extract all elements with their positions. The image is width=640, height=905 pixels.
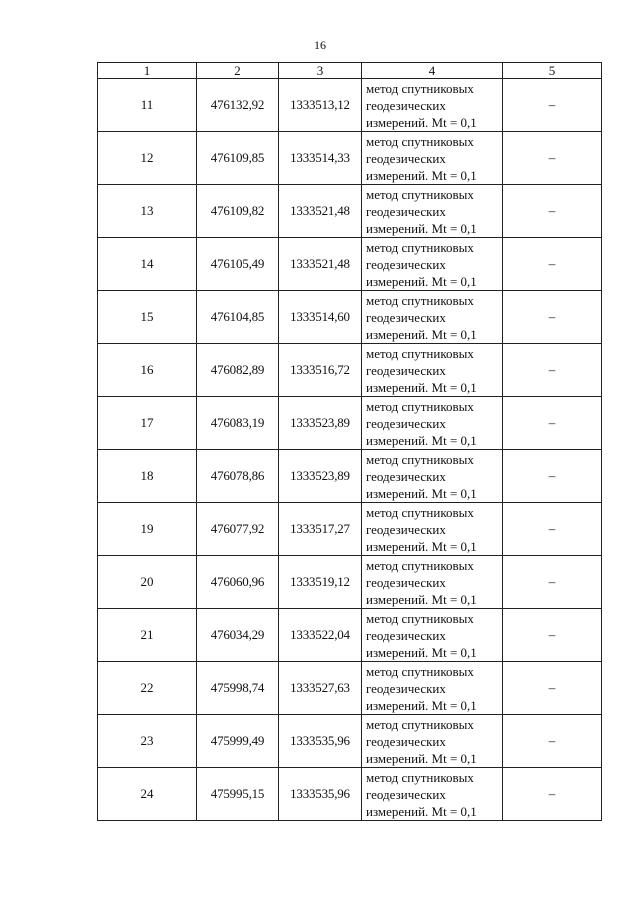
point-number-cell-text: 23	[140, 733, 154, 748]
x-coordinate-cell	[197, 715, 279, 768]
point-number-cell-text: 15	[140, 309, 154, 324]
note-cell-text: –	[548, 733, 556, 748]
note-cell-text: –	[548, 468, 556, 483]
method-cell	[362, 556, 503, 609]
note-cell-text: –	[548, 680, 556, 695]
column-header-4: 4	[362, 63, 503, 79]
x-coordinate-cell-text: 476132,92	[210, 97, 265, 112]
coordinates-table	[97, 62, 602, 821]
method-cell	[362, 609, 503, 662]
method-cell	[362, 344, 503, 397]
note-cell-text: –	[548, 521, 556, 536]
table-row	[98, 768, 602, 821]
table-row	[98, 185, 602, 238]
y-coordinate-cell	[279, 503, 362, 556]
x-coordinate-cell-text: 476105,49	[210, 256, 265, 271]
x-coordinate-cell-text: 475995,15	[210, 786, 265, 801]
note-cell-text: –	[548, 786, 556, 801]
note-cell-text: –	[548, 309, 556, 324]
method-cell	[362, 715, 503, 768]
method-cell-text: метод спутниковых геодезических измерений. Mt = 0,1	[366, 504, 477, 554]
method-cell-text: метод спутниковых геодезических измерений. Mt = 0,1	[366, 345, 477, 395]
y-coordinate-cell-text: 1333523,89	[290, 415, 350, 430]
method-cell-text: метод спутниковых геодезических измерений. Mt = 0,1	[366, 610, 477, 660]
y-coordinate-cell	[279, 79, 362, 132]
point-number-cell	[98, 503, 197, 556]
point-number-cell	[98, 715, 197, 768]
x-coordinate-cell	[197, 291, 279, 344]
column-header-2: 2	[197, 63, 279, 79]
note-cell-text: –	[548, 415, 556, 430]
point-number-cell-text: 20	[140, 574, 154, 589]
y-coordinate-cell-text: 1333519,12	[290, 574, 350, 589]
y-coordinate-cell-text: 1333513,12	[290, 97, 350, 112]
x-coordinate-cell-text: 476082,89	[210, 362, 265, 377]
point-number-cell	[98, 768, 197, 821]
x-coordinate-cell	[197, 450, 279, 503]
table-header-row	[98, 63, 602, 79]
note-cell	[503, 132, 602, 185]
point-number-cell	[98, 397, 197, 450]
point-number-cell	[98, 79, 197, 132]
method-cell-text: метод спутниковых геодезических измерений. Mt = 0,1	[366, 663, 477, 713]
point-number-cell-text: 19	[140, 521, 154, 536]
y-coordinate-cell	[279, 768, 362, 821]
method-cell-text: метод спутниковых геодезических измерений. Mt = 0,1	[366, 557, 477, 607]
x-coordinate-cell	[197, 397, 279, 450]
method-cell	[362, 450, 503, 503]
x-coordinate-cell-text: 476077,92	[210, 521, 265, 536]
x-coordinate-cell-text: 476060,96	[210, 574, 265, 589]
page-number: 16	[314, 38, 326, 52]
note-cell	[503, 556, 602, 609]
table-row	[98, 715, 602, 768]
method-cell	[362, 768, 503, 821]
note-cell	[503, 238, 602, 291]
x-coordinate-cell	[197, 503, 279, 556]
y-coordinate-cell-text: 1333522,04	[290, 627, 350, 642]
y-coordinate-cell	[279, 609, 362, 662]
x-coordinate-cell	[197, 556, 279, 609]
method-cell	[362, 238, 503, 291]
point-number-cell	[98, 556, 197, 609]
note-cell	[503, 450, 602, 503]
point-number-cell	[98, 662, 197, 715]
table-row	[98, 132, 602, 185]
point-number-cell	[98, 450, 197, 503]
method-cell-text: метод спутниковых геодезических измерений. Mt = 0,1	[366, 716, 477, 766]
point-number-cell-text: 22	[140, 680, 154, 695]
point-number-cell	[98, 291, 197, 344]
note-cell-text: –	[548, 150, 556, 165]
note-cell	[503, 662, 602, 715]
point-number-cell-text: 12	[140, 150, 154, 165]
point-number-cell	[98, 132, 197, 185]
y-coordinate-cell	[279, 344, 362, 397]
x-coordinate-cell-text: 476109,82	[210, 203, 265, 218]
note-cell	[503, 185, 602, 238]
x-coordinate-cell-text: 476083,19	[210, 415, 265, 430]
method-cell-text: метод спутниковых геодезических измерений. Mt = 0,1	[366, 769, 477, 819]
column-header-1: 1	[98, 63, 197, 79]
table-row	[98, 503, 602, 556]
y-coordinate-cell	[279, 132, 362, 185]
note-cell-text: –	[548, 362, 556, 377]
x-coordinate-cell	[197, 662, 279, 715]
y-coordinate-cell-text: 1333523,89	[290, 468, 350, 483]
column-header-5: 5	[503, 63, 602, 79]
y-coordinate-cell	[279, 715, 362, 768]
method-cell	[362, 79, 503, 132]
y-coordinate-cell-text: 1333514,33	[290, 150, 350, 165]
method-cell	[362, 662, 503, 715]
table-row	[98, 344, 602, 397]
method-cell	[362, 397, 503, 450]
method-cell-text: метод спутниковых геодезических измерений. Mt = 0,1	[366, 186, 477, 236]
point-number-cell-text: 13	[140, 203, 154, 218]
x-coordinate-cell-text: 476078,86	[210, 468, 265, 483]
y-coordinate-cell	[279, 185, 362, 238]
y-coordinate-cell-text: 1333535,96	[290, 733, 350, 748]
method-cell	[362, 185, 503, 238]
point-number-cell	[98, 609, 197, 662]
point-number-cell	[98, 344, 197, 397]
point-number-cell-text: 16	[140, 362, 154, 377]
table-row	[98, 662, 602, 715]
y-coordinate-cell	[279, 450, 362, 503]
note-cell	[503, 397, 602, 450]
note-cell	[503, 609, 602, 662]
note-cell-text: –	[548, 574, 556, 589]
method-cell-text: метод спутниковых геодезических измерений. Mt = 0,1	[366, 451, 477, 501]
table-row	[98, 238, 602, 291]
note-cell	[503, 291, 602, 344]
note-cell-text: –	[548, 256, 556, 271]
point-number-cell-text: 11	[140, 97, 154, 112]
x-coordinate-cell	[197, 768, 279, 821]
point-number-cell	[98, 185, 197, 238]
note-cell-text: –	[548, 627, 556, 642]
method-cell	[362, 291, 503, 344]
x-coordinate-cell	[197, 238, 279, 291]
method-cell-text: метод спутниковых геодезических измерений. Mt = 0,1	[366, 80, 477, 130]
method-cell-text: метод спутниковых геодезических измерений. Mt = 0,1	[366, 133, 477, 183]
y-coordinate-cell	[279, 238, 362, 291]
y-coordinate-cell	[279, 662, 362, 715]
method-cell-text: метод спутниковых геодезических измерений. Mt = 0,1	[366, 398, 477, 448]
y-coordinate-cell-text: 1333517,27	[290, 521, 350, 536]
point-number-cell-text: 18	[140, 468, 154, 483]
x-coordinate-cell	[197, 609, 279, 662]
table-row	[98, 609, 602, 662]
y-coordinate-cell-text: 1333521,48	[290, 203, 350, 218]
point-number-cell-text: 24	[140, 786, 154, 801]
method-cell	[362, 132, 503, 185]
y-coordinate-cell	[279, 556, 362, 609]
note-cell	[503, 768, 602, 821]
y-coordinate-cell-text: 1333516,72	[290, 362, 350, 377]
method-cell-text: метод спутниковых геодезических измерений. Mt = 0,1	[366, 292, 477, 342]
note-cell-text: –	[548, 203, 556, 218]
x-coordinate-cell	[197, 79, 279, 132]
y-coordinate-cell	[279, 291, 362, 344]
table-row	[98, 291, 602, 344]
x-coordinate-cell	[197, 344, 279, 397]
y-coordinate-cell	[279, 397, 362, 450]
point-number-cell-text: 14	[140, 256, 154, 271]
y-coordinate-cell-text: 1333527,63	[290, 680, 350, 695]
coordinates-table-body	[98, 63, 602, 821]
x-coordinate-cell-text: 475999,49	[210, 733, 265, 748]
note-cell	[503, 503, 602, 556]
point-number-cell	[98, 238, 197, 291]
method-cell	[362, 503, 503, 556]
x-coordinate-cell-text: 476034,29	[210, 627, 265, 642]
y-coordinate-cell-text: 1333521,48	[290, 256, 350, 271]
point-number-cell-text: 21	[140, 627, 154, 642]
table-row	[98, 79, 602, 132]
method-cell-text: метод спутниковых геодезических измерений. Mt = 0,1	[366, 239, 477, 289]
x-coordinate-cell-text: 475998,74	[210, 680, 265, 695]
x-coordinate-cell	[197, 132, 279, 185]
x-coordinate-cell-text: 476104,85	[210, 309, 265, 324]
note-cell	[503, 344, 602, 397]
point-number-cell-text: 17	[140, 415, 154, 430]
table-row	[98, 556, 602, 609]
note-cell	[503, 79, 602, 132]
y-coordinate-cell-text: 1333535,96	[290, 786, 350, 801]
x-coordinate-cell-text: 476109,85	[210, 150, 265, 165]
note-cell-text: –	[548, 97, 556, 112]
column-header-3: 3	[279, 63, 362, 79]
note-cell	[503, 715, 602, 768]
table-row	[98, 397, 602, 450]
x-coordinate-cell	[197, 185, 279, 238]
table-row	[98, 450, 602, 503]
y-coordinate-cell-text: 1333514,60	[290, 309, 350, 324]
